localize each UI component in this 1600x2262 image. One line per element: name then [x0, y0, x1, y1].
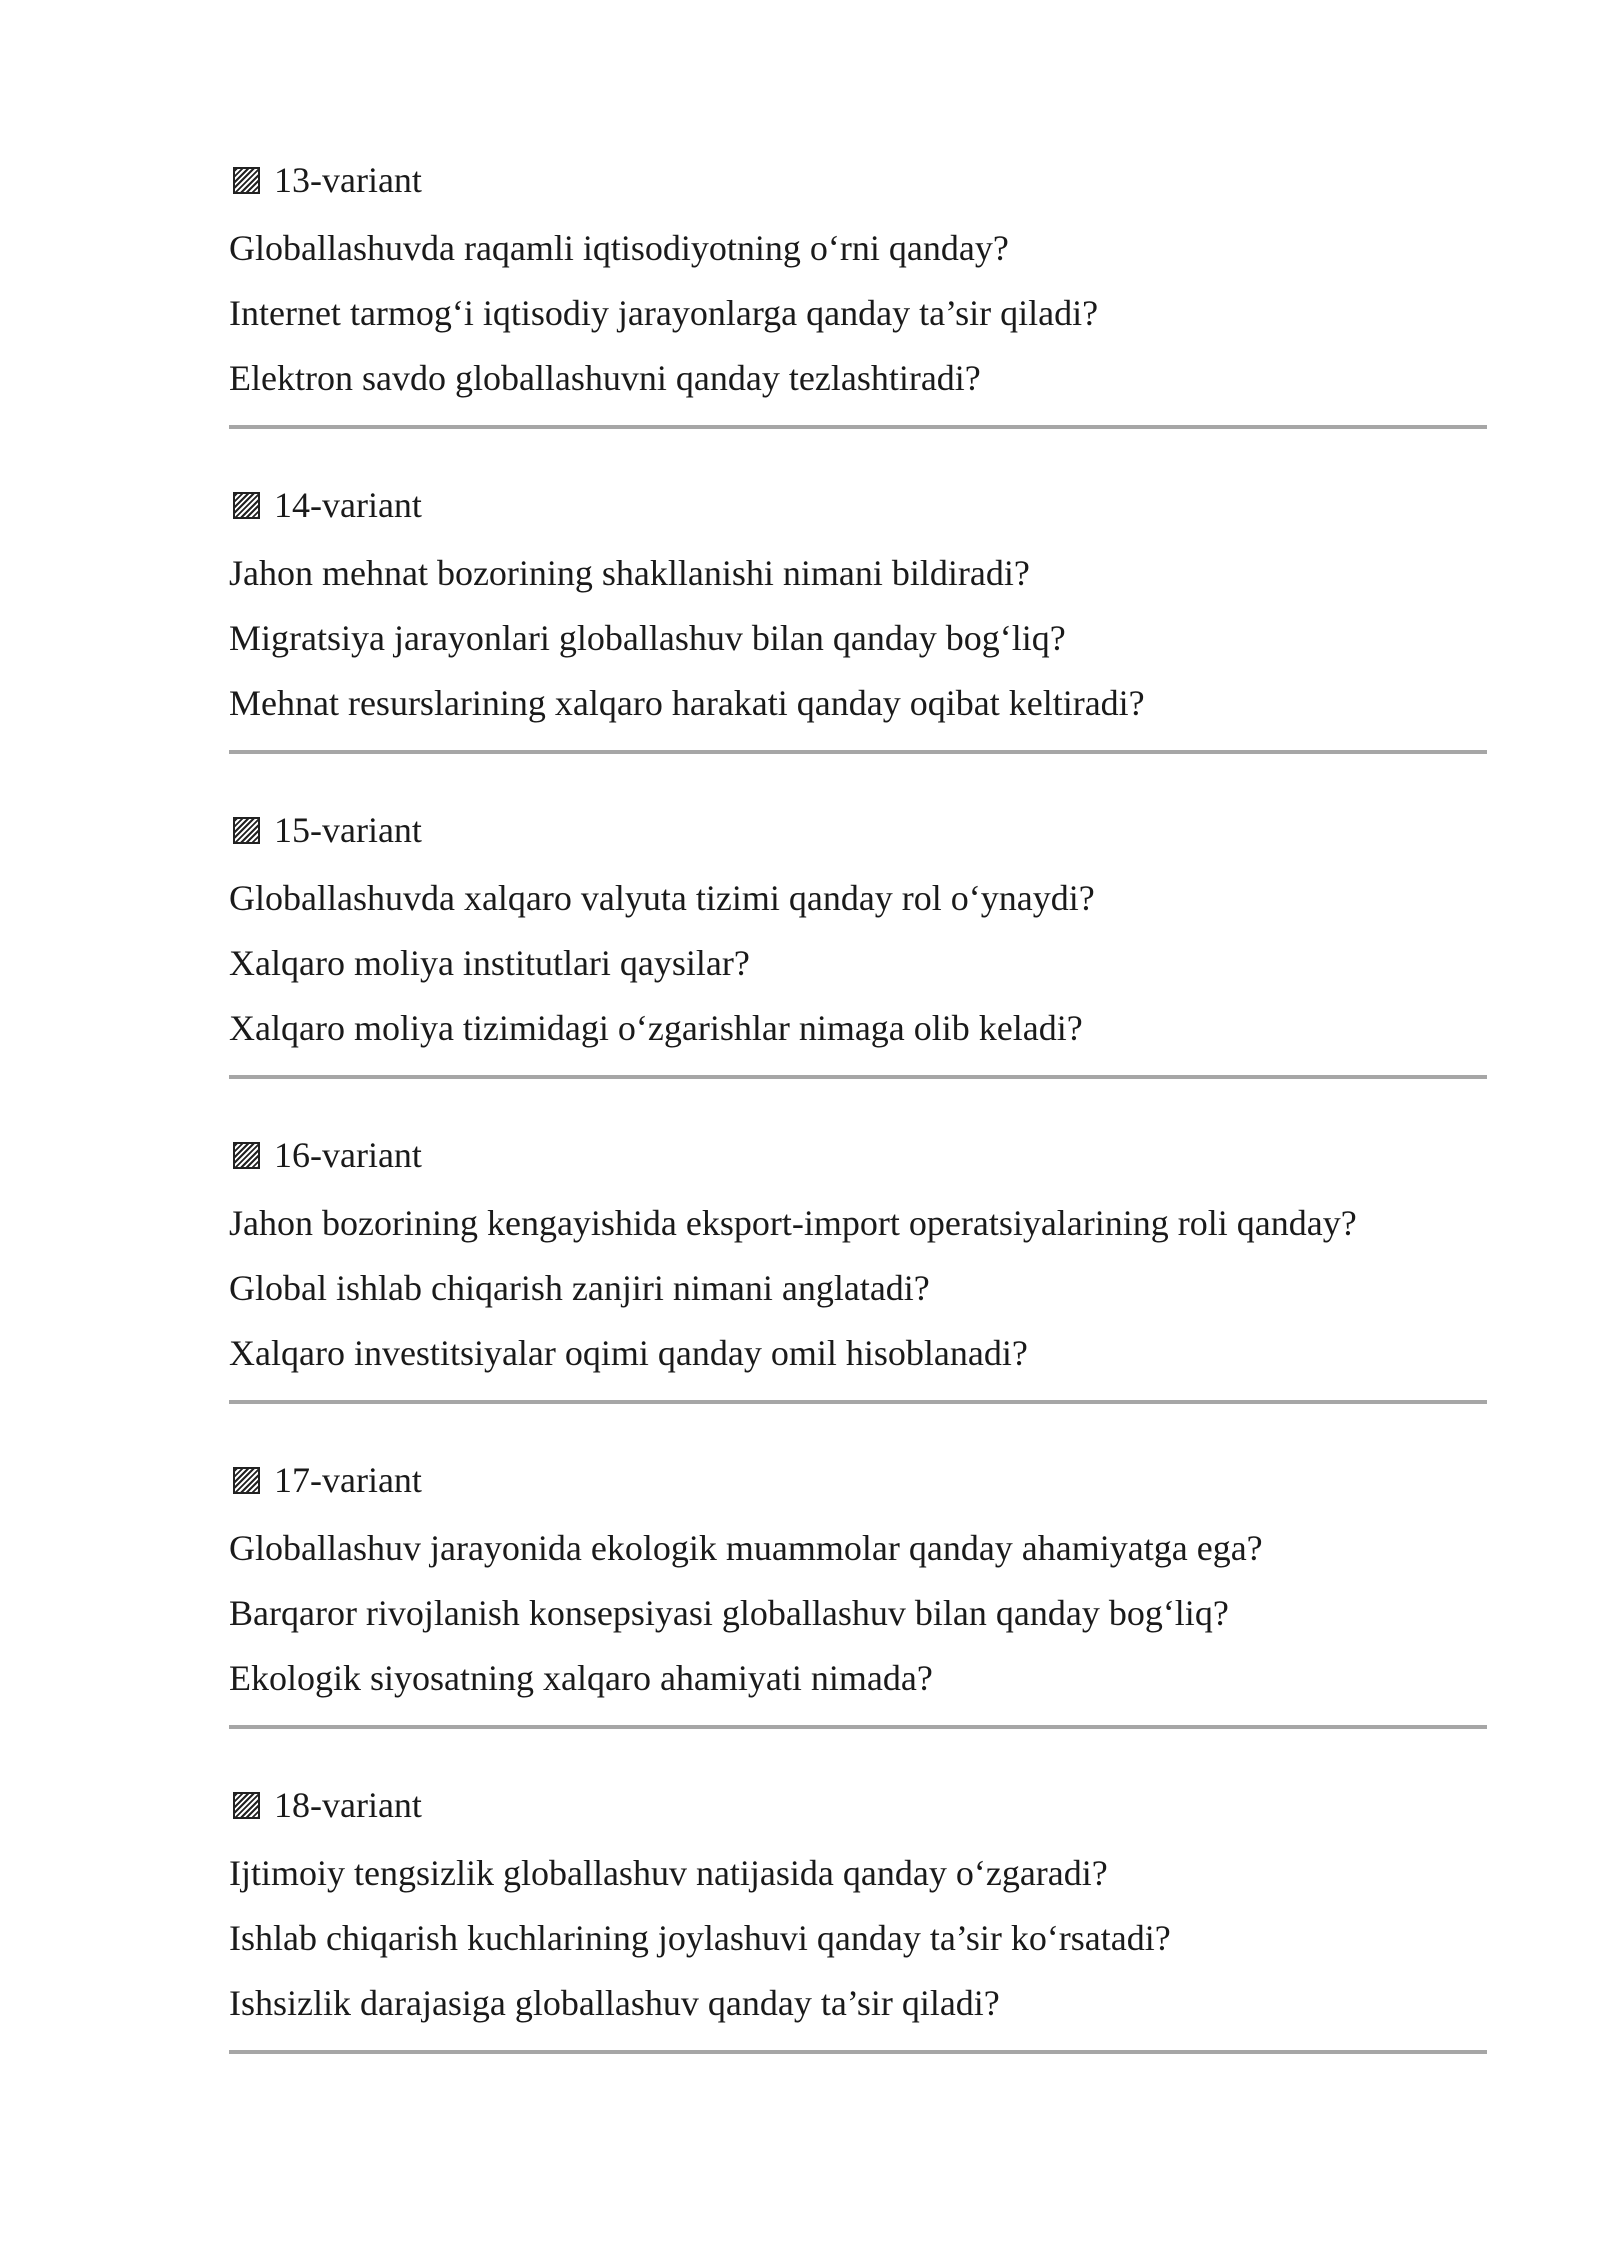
variant-16 — [229, 1127, 1487, 1404]
question: Ijtimoiy tengsizlik globallashuv natijasida qanday o‘zgaradi? — [229, 1853, 1108, 1893]
question: Ekologik siyosatning xalqaro ahamiyati nimada? — [229, 1658, 933, 1698]
variant-heading — [229, 1127, 1487, 1183]
question: Xalqaro investitsiyalar oqimi qanday omil hisoblanadi? — [229, 1333, 1028, 1373]
question: Globallashuvda raqamli iqtisodiyotning o‘rni qanday? — [229, 228, 1009, 268]
question: Global ishlab chiqarish zanjiri nimani anglatadi? — [229, 1268, 930, 1308]
question: Ishlab chiqarish kuchlarining joylashuvi qanday ta’sir ko‘rsatadi? — [229, 1918, 1171, 1958]
question: Elektron savdo globallashuvni qanday tezlashtiradi? — [229, 358, 981, 398]
question-list — [229, 866, 1487, 1061]
variant-heading — [229, 1777, 1487, 1833]
question: Xalqaro moliya institutlari qaysilar? — [229, 943, 750, 983]
divider — [229, 1400, 1487, 1404]
question: Mehnat resurslarining xalqaro harakati qanday oqibat keltiradi? — [229, 683, 1145, 723]
hatched-square-icon — [233, 1467, 260, 1494]
variant-title: 13-variant — [274, 160, 422, 200]
question: Barqaror rivojlanish konsepsiyasi globallashuv bilan qanday bog‘liq? — [229, 1593, 1229, 1633]
question: Globallashuvda xalqaro valyuta tizimi qanday rol o‘ynaydi? — [229, 878, 1095, 918]
variant-title: 14-variant — [274, 485, 422, 525]
variant-heading — [229, 802, 1487, 858]
question-list — [229, 541, 1487, 736]
question: Jahon bozorining kengayishida eksport-import operatsiyalarining roli qanday? — [229, 1203, 1357, 1243]
question: Jahon mehnat bozorining shakllanishi nimani bildiradi? — [229, 553, 1030, 593]
hatched-square-icon — [233, 1792, 260, 1819]
variant-15 — [229, 802, 1487, 1079]
variant-title: 18-variant — [274, 1785, 422, 1825]
divider — [229, 1725, 1487, 1729]
divider — [229, 750, 1487, 754]
question: Internet tarmog‘i iqtisodiy jarayonlarga qanday ta’sir qiladi? — [229, 293, 1099, 333]
variant-13 — [229, 152, 1487, 429]
question: Globallashuv jarayonida ekologik muammolar qanday ahamiyatga ega? — [229, 1528, 1263, 1568]
variant-title: 15-variant — [274, 810, 422, 850]
question-list — [229, 1841, 1487, 2036]
question: Migratsiya jarayonlari globallashuv bilan qanday bog‘liq? — [229, 618, 1066, 658]
hatched-square-icon — [233, 492, 260, 519]
question: Ishsizlik darajasiga globallashuv qanday ta’sir qiladi? — [229, 1983, 1000, 2023]
variant-18 — [229, 1777, 1487, 2054]
hatched-square-icon — [233, 1142, 260, 1169]
variant-14 — [229, 477, 1487, 754]
question-list — [229, 216, 1487, 411]
variant-title: 16-variant — [274, 1135, 422, 1175]
document-page — [229, 152, 1487, 2102]
variant-heading — [229, 152, 1487, 208]
question-list — [229, 1516, 1487, 1711]
hatched-square-icon — [233, 167, 260, 194]
question-list — [229, 1191, 1487, 1386]
variant-heading — [229, 1452, 1487, 1508]
divider — [229, 425, 1487, 429]
divider — [229, 1075, 1487, 1079]
variant-17 — [229, 1452, 1487, 1729]
variant-heading — [229, 477, 1487, 533]
question: Xalqaro moliya tizimidagi o‘zgarishlar nimaga olib keladi? — [229, 1008, 1083, 1048]
hatched-square-icon — [233, 817, 260, 844]
variant-title: 17-variant — [274, 1460, 422, 1500]
divider — [229, 2050, 1487, 2054]
